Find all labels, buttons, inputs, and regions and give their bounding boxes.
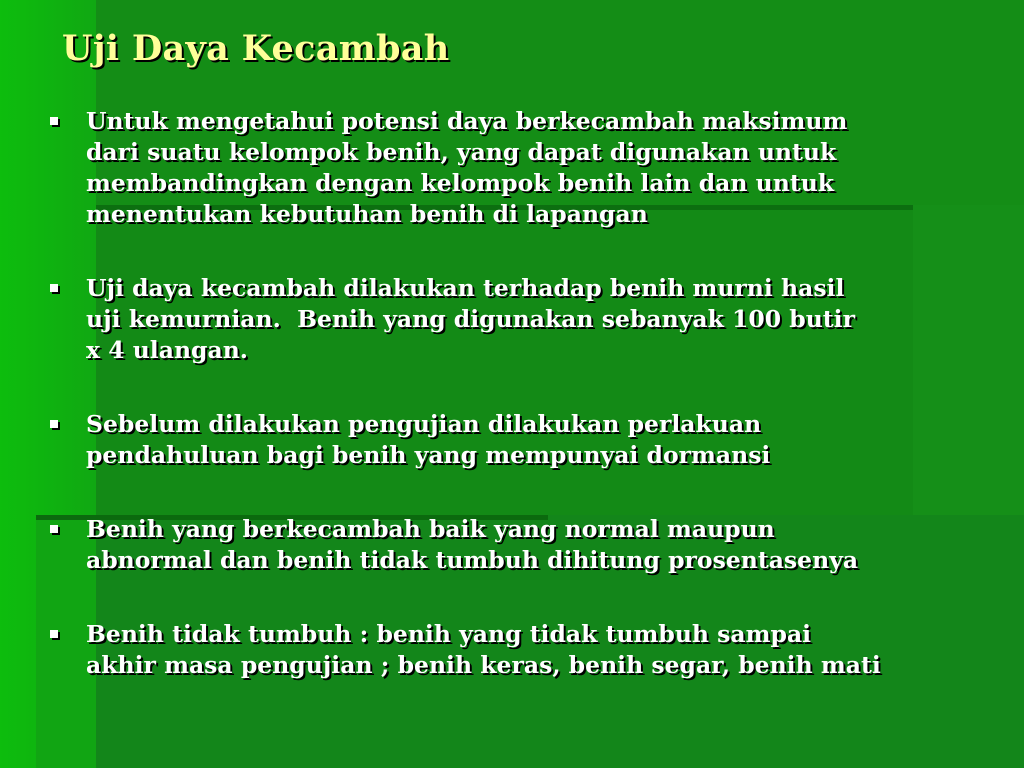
bullet-line: Benih yang berkecambah baik yang normal maupun — [86, 515, 775, 543]
bullet-list — [48, 106, 988, 681]
bullet-line: akhir masa pengujian ; benih keras, benih segar, benih mati — [86, 651, 881, 679]
bullet-line: dari suatu kelompok benih, yang dapat digunakan untuk — [86, 138, 837, 166]
bullet-line: uji kemurnian. Benih yang digunakan sebanyak 100 butir — [86, 305, 855, 333]
square-bullet-icon — [50, 525, 58, 533]
bullet-line: membandingkan dengan kelompok benih lain dan untuk — [86, 169, 835, 197]
slide-title: Uji Daya Kecambah — [62, 28, 450, 69]
bullet-line: Untuk mengetahui potensi daya berkecambah maksimum — [86, 107, 848, 135]
square-bullet-icon — [50, 117, 58, 125]
bullet-line: x 4 ulangan. — [86, 336, 248, 364]
bullet-item — [48, 273, 988, 366]
bullet-item — [48, 106, 988, 230]
square-bullet-icon — [50, 420, 58, 428]
square-bullet-icon — [50, 630, 58, 638]
bullet-line: abnormal dan benih tidak tumbuh dihitung prosentasenya — [86, 546, 859, 574]
bullet-line: menentukan kebutuhan benih di lapangan — [86, 200, 648, 228]
bullet-item — [48, 514, 988, 576]
square-bullet-icon — [50, 284, 58, 292]
bullet-line: Sebelum dilakukan pengujian dilakukan perlakuan — [86, 410, 762, 438]
bullet-line: Benih tidak tumbuh : benih yang tidak tumbuh sampai — [86, 620, 812, 648]
bullet-item — [48, 619, 988, 681]
bullet-line: Uji daya kecambah dilakukan terhadap benih murni hasil — [86, 274, 845, 302]
bullet-line: pendahuluan bagi benih yang mempunyai dormansi — [86, 441, 771, 469]
bullet-item — [48, 409, 988, 471]
